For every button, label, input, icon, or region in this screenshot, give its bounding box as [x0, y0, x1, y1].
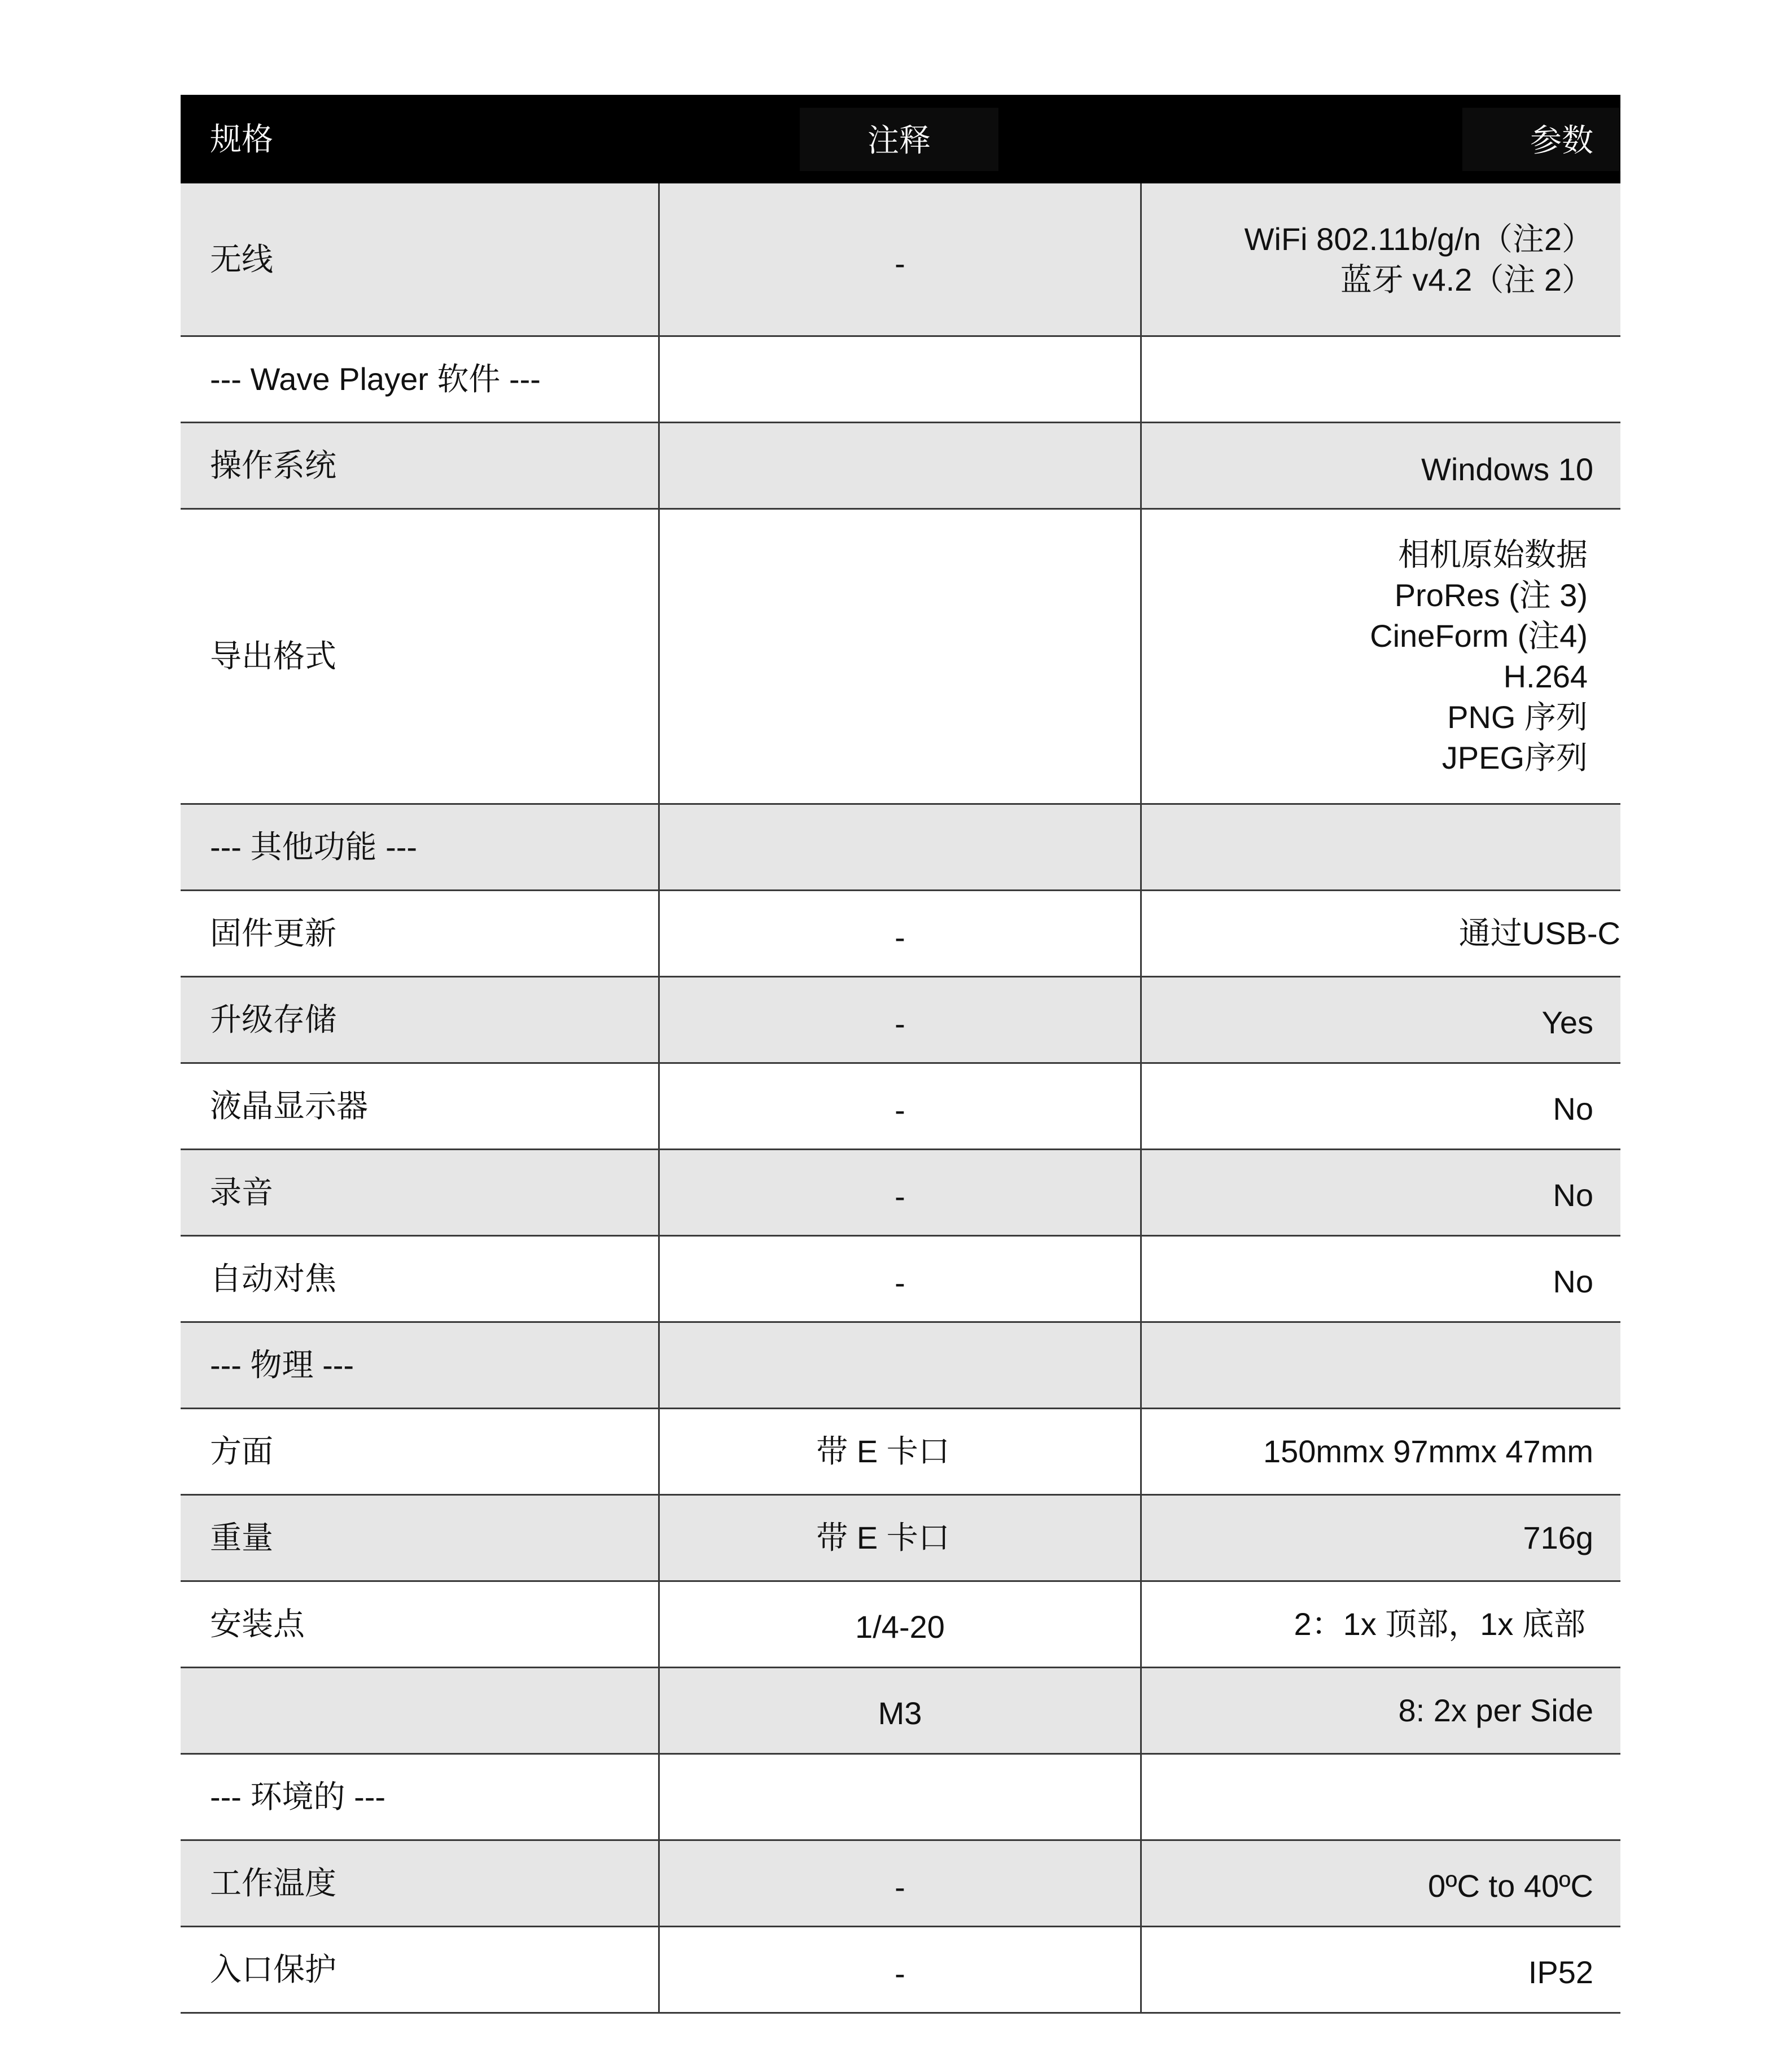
spec-cell: 导出格式 [210, 638, 336, 674]
header-note [658, 95, 1140, 183]
spec-cell: 录音 [210, 1174, 273, 1210]
value-cell: IP52 [1140, 1927, 1620, 2012]
value-cell: 150mmx 97mmx 47mm [1140, 1409, 1620, 1494]
table-row [181, 510, 1620, 805]
note-cell: - [658, 891, 1140, 976]
value-cell: 716g [1140, 1496, 1620, 1580]
note-cell: 带 E 卡口 [658, 1409, 1140, 1494]
note-cell: - [658, 1064, 1140, 1148]
table-row [181, 805, 1620, 891]
table-row [181, 1150, 1620, 1237]
table-row [181, 337, 1620, 423]
table-row [181, 1755, 1620, 1841]
note-cell: 带 E 卡口 [658, 1496, 1140, 1580]
note-cell [658, 423, 1140, 508]
header-note-label: 注释 [800, 108, 998, 171]
value-cell [1140, 1755, 1620, 1839]
spec-cell: 安装点 [210, 1606, 305, 1642]
value-cell: 8: 2x per Side [1140, 1668, 1620, 1753]
table-row [181, 1668, 1620, 1755]
spec-cell: 方面 [210, 1433, 273, 1469]
table-header [181, 95, 1620, 183]
note-cell: 1/4-20 [658, 1582, 1140, 1667]
note-cell: - [658, 183, 1140, 335]
value-cell: No [1140, 1150, 1620, 1235]
section-heading: --- 环境的 --- [210, 1779, 386, 1814]
note-cell [658, 1323, 1140, 1408]
spec-cell: 入口保护 [210, 1952, 336, 1987]
spec-cell: 重量 [210, 1520, 273, 1555]
value-cell: No [1140, 1237, 1620, 1321]
value-cell [1140, 805, 1620, 889]
spec-cell: 升级存储 [210, 1002, 336, 1037]
note-cell: - [658, 1237, 1140, 1321]
value-cell: 相机原始数据 ProRes (注 3) CineForm (注4) H.264 PNG 序列 JPEG序列 [1140, 510, 1620, 803]
section-heading: --- 其他功能 --- [210, 829, 418, 865]
note-cell [658, 1755, 1140, 1839]
note-cell: - [658, 1841, 1140, 1926]
note-cell [658, 337, 1140, 422]
value-cell: Yes [1140, 977, 1620, 1062]
table-row [181, 891, 1620, 977]
spec-table [181, 95, 1620, 2014]
note-cell [658, 510, 1140, 803]
value-cell: No [1140, 1064, 1620, 1148]
table-row [181, 423, 1620, 510]
table-row [181, 1409, 1620, 1496]
spec-cell: 固件更新 [210, 915, 336, 951]
note-cell: - [658, 1927, 1140, 2012]
spec-cell [181, 1668, 658, 1753]
table-row [181, 1496, 1620, 1582]
table-row [181, 1237, 1620, 1323]
note-cell: - [658, 977, 1140, 1062]
section-heading: --- 物理 --- [210, 1347, 354, 1383]
spec-cell: 操作系统 [210, 448, 336, 483]
value-cell [1140, 1323, 1620, 1408]
value-cell: 0ºC to 40ºC [1140, 1841, 1620, 1926]
value-cell: Windows 10 [1140, 423, 1620, 508]
spec-cell: 无线 [210, 241, 273, 277]
table-row [181, 1064, 1620, 1150]
spec-cell: 液晶显示器 [210, 1088, 368, 1124]
value-cell: WiFi 802.11b/g/n（注2） 蓝牙 v4.2（注 2） [1140, 183, 1620, 335]
value-cell: 通过USB-C [1140, 891, 1620, 976]
header-param [1140, 95, 1620, 183]
spec-cell: 工作温度 [210, 1865, 336, 1901]
table-row [181, 1927, 1620, 2014]
table-row [181, 183, 1620, 337]
spec-cell: 自动对焦 [210, 1261, 336, 1296]
table-row [181, 977, 1620, 1064]
value-cell [1140, 337, 1620, 422]
note-cell: - [658, 1150, 1140, 1235]
table-row [181, 1323, 1620, 1409]
table-row [181, 1582, 1620, 1668]
header-spec: 规格 [210, 121, 273, 157]
note-cell [658, 805, 1140, 889]
header-param-label: 参数 [1462, 108, 1620, 171]
table-row [181, 1841, 1620, 1927]
section-heading: --- Wave Player 软件 --- [210, 361, 541, 397]
value-cell: 2：1x 顶部，1x 底部 [1140, 1582, 1620, 1667]
note-cell: M3 [658, 1668, 1140, 1753]
